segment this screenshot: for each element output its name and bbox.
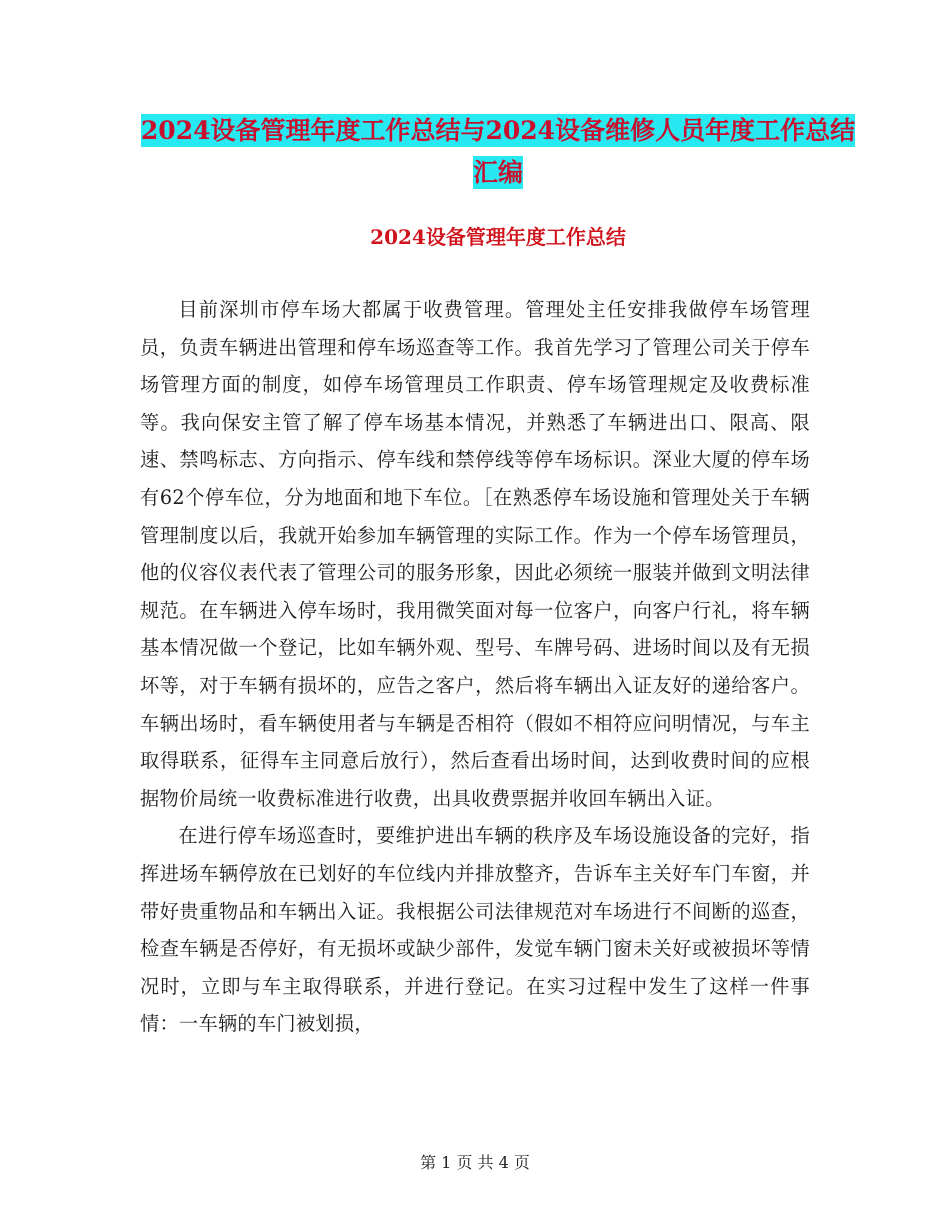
document-body xyxy=(140,291,810,1043)
document-title-text: 2024设备管理年度工作总结与2024设备维修人员年度工作总结汇编 xyxy=(140,116,856,187)
document-title xyxy=(140,110,856,194)
paragraph: 目前深圳市停车场大都属于收费管理。管理处主任安排我做停车场管理员，负责车辆进出管理和停车场巡查等工作。我首先学习了管理公司关于停车场管理方面的制度，如停车场管理员工作职责、停车场管理规定及收费标准等。我向保安主管了解了停车场基本情况，并熟悉了车辆进出口、限高、限速、禁鸣标志、方向指示、停车线和禁停线等停车场标识。深业大厦的停车场有62个停车位，分为地面和地下车位。［在熟悉停车场设施和管理处关于车辆管理制度以后，我就开始参加车辆管理的实际工作。作为一个停车场管理员，他的仪容仪表代表了管理公司的服务形象，因此必须统一服装并做到文明法律规范。在车辆进入停车场时，我用微笑面对每一位客户，向客户行礼，将车辆基本情况做一个登记，比如车辆外观、型号、车牌号码、进场时间以及有无损坏等，对于车辆有损坏的，应告之客户，然后将车辆出入证友好的递给客户。 车辆出场时，看车辆使用者与车辆是否相符（假如不相符应问明情况，与车主取得联系，征得车主同意后放行），然后查看出场时间，达到收费时间的应根据物价局统一收费标准进行收费，出具收费票据并收回车辆出入证。 xyxy=(140,298,810,810)
paragraph: 在进行停车场巡查时，要维护进出车辆的秩序及车场设施设备的完好，指挥进场车辆停放在已划好的车位线内并排放整齐，告诉车主关好车门车窗，并带好贵重物品和车辆出入证。我根据公司法律规范对车场进行不间断的巡查，检查车辆是否停好，有无损坏或缺少部件，发觉车辆门窗未关好或被损坏等情况时，立即与车主取得联系，并进行登记。在实习过程中发生了这样一件事情：一车辆的车门被划损， xyxy=(140,824,810,1036)
section-heading: 2024设备管理年度工作总结 xyxy=(370,225,626,249)
page-footer: 第 1 页 共 4 页 xyxy=(420,1153,530,1172)
